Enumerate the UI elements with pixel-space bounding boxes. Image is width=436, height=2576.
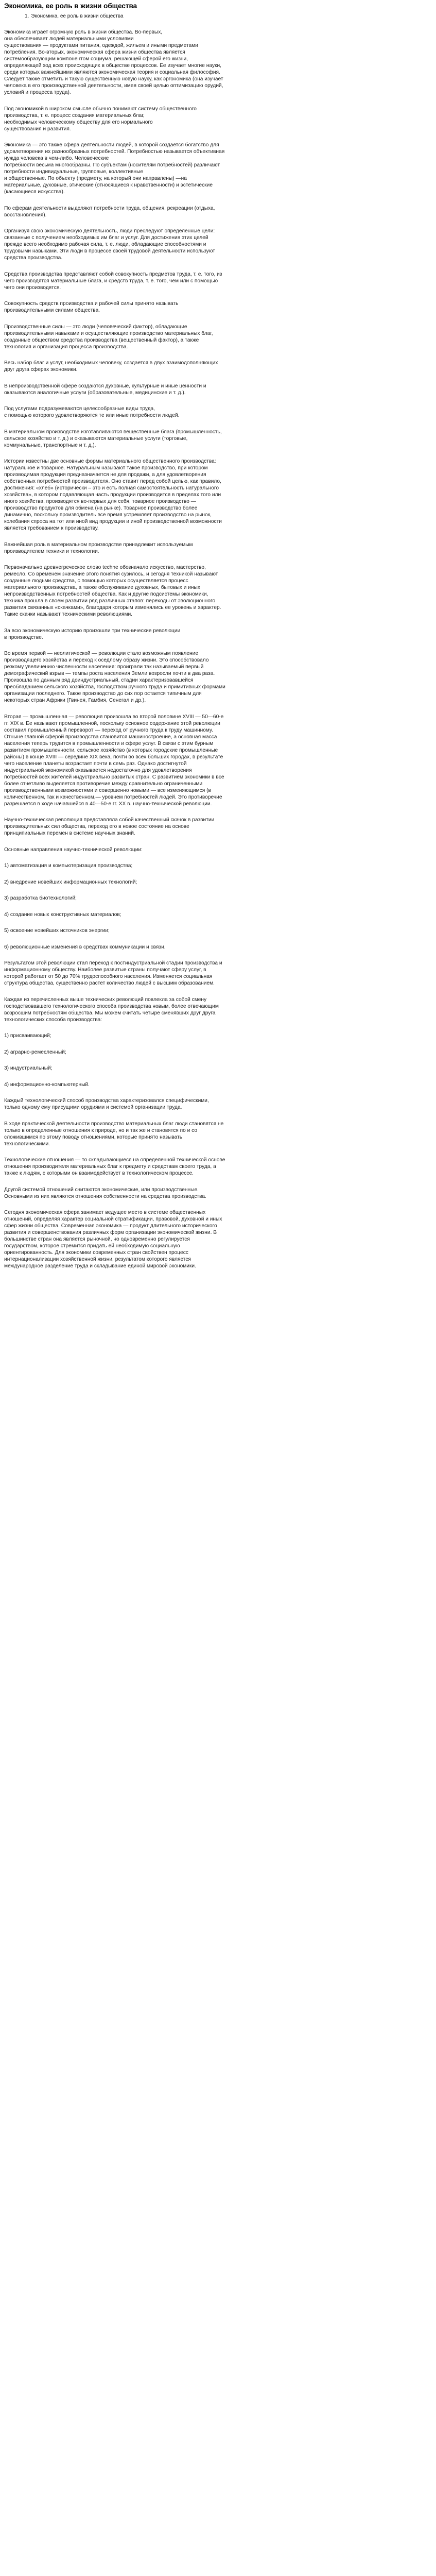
toc-item-label[interactable]: Экономика, ее роль в жизни общества [31, 13, 124, 19]
paragraph: Экономика — это также сфера деятельности людей, в которой создается богатство для удовлетворения их разнообразных потребностей. Потребностью называется объективная нужда человека в чем-либо. Человеческие потребности весьма многообразны. По субъектам (носителям потребностей) различают потребности индивидуальные, групповые, коллективные и общественные. По объекту (предмету, на который они направлены) —на материальные, духовные, этические (относящиеся к нравственности) и эстетические (касающиеся искусства). [4, 142, 225, 195]
paragraph: 4) информационно-компьютерный. [4, 1081, 90, 1088]
paragraph: 6) революционные изменения в средствах коммуникации и связи. [4, 944, 166, 950]
table-of-contents [4, 13, 428, 20]
paragraph: 1) автоматизация и компьютеризация производства; [4, 863, 133, 869]
paragraph: Технологические отношения — то складывающиеся на определенной технической основе отношения производителя материальных благ к предмету и средствам своего труда, а также к людям, с которыми он взаимодействует в технологическом процессе. [4, 1157, 225, 1176]
paragraph: В ходе практической деятельности производство материальных благ люди становятся не только в определенные отношения к природе, но и так же и становятся по и со сложившимся по этому поводу отношениями, которые принято называть технологическими. [4, 1121, 224, 1147]
paragraph: По сферам деятельности выделяют потребности труда, общения, рекреации (отдыха, восстановления). [4, 205, 215, 218]
paragraph: Основные направления научно-технической революции: [4, 846, 143, 853]
paragraph: 1) присваивающий; [4, 1033, 51, 1039]
paragraph: Средства производства представляют собой совокупность предметов труда, т. е. того, из чего производятся материальные блага, и средств труда, т. е. того, чем или с помощью чего они производятся. [4, 271, 222, 291]
paragraph: Каждый технологический способ производства характеризовался специфическими, только одному ему присущими орудиями и системой организации труда. [4, 1098, 209, 1110]
toc-item-number: 1. [25, 13, 29, 19]
paragraph: Сегодня экономическая сфера занимает ведущее место в системе общественных отношений, определяя характер социальной стратификации, правовой, духовной и иных сфер жизни общества. Современная экономика — продукт длительного исторического развития и совершенствования различных форм организации экономической жизни. В большинстве стран она является рыночной, но одновременно регулируется государством, которое стремится придать ей необходимую социальную ориентированность. Для экономики современных стран свойствен процесс интернационализации хозяйственной жизни, результатом которого является международное разделение труда и складывание единой мировой экономики. [4, 1210, 222, 1269]
paragraph: 3) индустриальный; [4, 1065, 53, 1071]
paragraph: Важнейшая роль в материальном производстве принадлежит используемым производителем техники и технологии. [4, 541, 193, 554]
paragraph: 2) аграрно-ремесленный; [4, 1049, 66, 1055]
paragraph: Экономика играет огромную роль в жизни общества. Во-первых, она обеспечивает людей материальными условиями существования — продуктами питания, одеждой, жильем и иными предметами потребления. Во-вторых, экономическая сфера жизни общества является системообразующим компонентом социума, решающей сферой его жизни, определяющей ход всех происходящих в обществе процессов. Ее изучает многие науки, среди которых важнейшими являются экономическая теория и социальная философия. Следует также отметить и такую существенную новую науку, как эргономика (она изучает человека в его производственной деятельности, имея своей целью оптимизацию орудий, условий и процесса труда). [4, 29, 223, 95]
paragraph: 5) освоение новейших источников энергии; [4, 928, 110, 934]
toc-item[interactable] [4, 13, 428, 20]
paragraph: Каждая из перечисленных выше технических революций повлекла за собой смену господствовавшего технологического способа производства новым, более отвечающим возросшим потребностям общества. Мы можем считать четыре сменявших друг друга технологических способа производства: [4, 996, 219, 1023]
paragraph: Научно-техническая революция представляла собой качественный скачок в развитии производительных сил общества, переход его в новое состояние на основе принципиальных перемен в системе научных знаний. [4, 817, 215, 836]
paragraph: В непроизводственной сфере создаются духовные, культурные и иные ценности и оказываются аналогичные услуги (образовательные, медицинские и т. д.). [4, 383, 206, 396]
page-title: Экономика, ее роль в жизни общества [4, 2, 137, 10]
paragraph: Под экономикой в широком смысле обычно понимают систему общественного производства, т. е. процесс создания материальных благ, необходимых человеческому обществу для его нормального существования и развития. [4, 106, 197, 132]
paragraph: Результатом этой революции стал переход к постиндустриальной стадии производства и информационному обществу. Наиболее развитые страны получают сферу услуг, в которой работает от 50 до 70% трудоспособного населения. Изменяется социальная структура общества, существенно растет количество людей с высшим образованием. [4, 960, 222, 986]
document-body [4, 29, 428, 1269]
paragraph: За всю экономическую историю произошли три технические революции в производстве. [4, 628, 181, 640]
paragraph: Во время первой — неолитической — революции стало возможным появление производящего хозяйства и переход к оседлому образу жизни. Это способствовало резкому увеличению численности населения: проиграли так называемый первый демографический взрыв — темпы роста населения Земли возросли почти в два раза. Произошла по данным ряд доиндустриальный, стадии характеризовавшейся преобладанием сельского хозяйства, господством ручного труда и примитивных формами организации последнего. Такое производство до сих пор остается типичным для некоторых стран Африки (Гвинея, Гамбия, Сенегал и др.). [4, 651, 225, 703]
document-page [0, 2, 436, 1290]
paragraph: Вторая — промышленная — революция произошла во второй половине XVIII — 50—60-е гг. XIX в. Ее называют промышленной, поскольку основное содержание этой революции составил промышленный переворот — переход от ручного труда к труду машинному. Отныне главной сферой производства становится машиностроение, а основная масса населения теперь трудится в промышленности и сфере услуг. В связи с этим бурным развитием промышленности, сельское хозяйство (в которых городские промышленные районы) в конце XVIII — середине XIX века, почти во всех больших городах, в результате чего население планеты возрастает почти в семь раз. Однако достигнутой индустриальной экономикой оказывается недостаточно для удовлетворения потребностей всех жителей индустриально развитых стран. С развитием экономики в все более отчетливо выделяется противоречие между сравнительно ограниченными производственными возможностями и совершенно новыми — все изменяющимся (в количественном, так и качественном,— уровнем потребностей людей. Это противоречие разрешается в ходе начавшейся в 40—50-е гг. XX в. научно-технической революции. [4, 714, 224, 807]
paragraph: Весь набор благ и услуг, необходимых человеку, создается в двух взаимодополняющих друг друга сферах экономики. [4, 360, 218, 372]
paragraph: В материальном производстве изготавливаются вещественные блага (промышленность, сельское хозяйство и т. д.) и оказываются материальные услуги (торговые, коммунальные, транспортные и т. д.). [4, 429, 222, 448]
paragraph: Первоначально древнегреческое слово techne обозначало искусство, мастерство, ремесло. Со временем значение этого понятия сузилось, и сегодня техникой называют созданные людьми средства, с помощью которых осуществляется процесс материального производства, а также обслуживание духовных, бытовых и иных непроизводственных потребностей общества. Как и другие подсистемы экономики, техника прошла в своем развитии ряд различных этапов: переходы от эволюционного развития связанных «скачками», благодаря которым изменялись ее уровень и характер. Такие скачки называют техническими революциями. [4, 565, 221, 617]
paragraph: 4) создание новых конструктивных материалов; [4, 911, 121, 918]
paragraph: 3) разработка биотехнологий; [4, 895, 77, 901]
paragraph: Организуя свою экономическую деятельность, люди преследуют определенные цели: связанные с получением необходимых им благ и услуг. Для достижения этих целей прежде всего необходимо рабочая сила, т. е. люди, обладающие способностями и трудовыми навыками. Эти люди в процессе своей трудовой деятельности используют средства производства. [4, 228, 215, 261]
paragraph: Под услугами подразумеваются целесообразные виды труда, с помощью которого удовлетворяются те или иные потребности людей. [4, 406, 180, 418]
paragraph: Истории известны две основные формы материального общественного производства: натуральное и товарное. Натуральным называют такое производство, при котором производимая продукция предназначается не для продажи, а для удовлетворения собственных потребностей производителя. Оно ставит перед собой целью, как правило, достижения: «хлеб» (исторически – это и есть полная самостоятельность натурального хозяйства», в котором подавляющая часть продукции производится в пределах того или иного хозяйства, производятся во-первых для себя, товарное производство — производство продуктов для обмена (на рынке). Товарное производство более динамично, поскольку производитель все время устремляет производство на рынок, колебания спроса на тот или иной вид продукции и иной производственной возможности является требованием к производству. [4, 459, 222, 531]
paragraph: Производственные силы — это люди (человеческий фактор), обладающие производительными навыками и осуществляющие производство материальных благ, созданные обществом средства производства (вещественный фактор), а также технология и организация процесса производства. [4, 324, 213, 350]
paragraph: Совокупность средств производства и рабочей силы принято называть производительными силами общества. [4, 301, 179, 313]
paragraph: 2) внедрение новейших информационных технологий; [4, 879, 137, 885]
paragraph: Другой системой отношений считаются экономические, или производственные. Основными из них являются отношения собственности на средства производства. [4, 1187, 206, 1199]
